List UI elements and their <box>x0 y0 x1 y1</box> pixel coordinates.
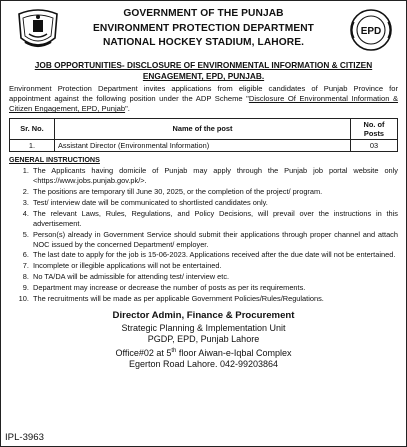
epd-logo-icon <box>348 8 394 52</box>
signatory-title: Director Admin, Finance & Procurement <box>112 310 295 321</box>
signatory-organization: PGDP, EPD, Punjab Lahore <box>147 334 260 345</box>
header <box>9 5 398 59</box>
cell-sr-no: 1. <box>10 140 55 152</box>
scheme-name: Disclosure Of Environmental Information & Citizen Engagement, EPD, Punjab <box>9 94 399 114</box>
header-line-address: NATIONAL HOCKEY STADIUM, LAHORE. <box>102 37 305 48</box>
instruction-item: 1. The Applicants having domicile of Punjab may apply through the Punjab job portal website only <https://www.jobs.punjab.gov.pk/>. <box>31 166 398 186</box>
office-floor-suffix: th <box>171 347 177 354</box>
col-header-post-name: Name of the post <box>55 118 351 139</box>
signatory-office <box>9 346 398 360</box>
intro-paragraph <box>9 84 398 115</box>
instruction-item: 2. The positions are temporary till June 30, 2025, or the completion of the project/ program. <box>31 187 398 197</box>
office-complex: floor Aiwan-e-Iqbal Complex <box>176 347 292 358</box>
table-row <box>10 140 398 152</box>
ipl-number: IPL-3963 <box>5 432 44 443</box>
signatory-address-phone: Egerton Road Lahore. 042-99203864 <box>128 359 279 370</box>
col-header-sr-no: Sr. No. <box>10 118 55 139</box>
col-header-no-of-posts: No. of Posts <box>351 118 398 139</box>
punjab-government-emblem-icon <box>15 8 61 52</box>
instruction-item: 5. Person(s) already in Government Service should submit their applications through proper channel and attach NOC issued by the concerned Department/ employer. <box>31 230 398 250</box>
cell-post-count: 03 <box>351 140 398 152</box>
epd-logo-text: EPD <box>360 26 382 37</box>
intro-end: ". <box>125 104 130 114</box>
instruction-item: 3. Test/ interview date will be communicated to shortlisted candidates only. <box>31 198 398 208</box>
office-text: Office#02 at 5 <box>115 347 172 358</box>
instruction-item: 6. The last date to apply for the job is 15-06-2023. Applications received after the due date will not be entertained. <box>31 250 398 260</box>
posts-table <box>9 118 398 153</box>
instructions-heading: GENERAL INSTRUCTIONS <box>9 155 100 165</box>
intro-text: Environment Protection Department invites applications from eligible candidates of Punjab Province for appointment against the following position under the ADP Scheme " <box>9 84 398 104</box>
table-header-row <box>10 118 398 139</box>
header-line-department: ENVIRONMENT PROTECTION DEPARTMENT <box>92 22 314 34</box>
instructions-list <box>9 166 398 304</box>
signatory-unit: Strategic Planning & Implementation Unit <box>121 322 286 333</box>
instruction-item: 4. The relevant Laws, Rules, Regulations, and Policy Decisions, will prevail over the instructions in this advertisement. <box>31 209 398 229</box>
instruction-item: 8. No TA/DA will be admissible for attending test/ interview etc. <box>31 272 398 282</box>
instruction-item: 9. Department may increase or decrease the number of posts as per its requirements. <box>31 283 398 293</box>
instruction-item: 7. Incomplete or illegible applications will not be entertained. <box>31 261 398 271</box>
instruction-item: 10. The recruitments will be made as per applicable Government Policies/Rules/Regulations. <box>31 294 398 304</box>
cell-post-name: Assistant Director (Environmental Information) <box>55 140 351 152</box>
job-title: JOB OPPORTUNITIES- DISCLOSURE OF ENVIRONMENTAL INFORMATION & CITIZEN ENGAGEMENT, EPD, PUNJAB. <box>34 60 373 81</box>
signature-block <box>9 310 398 371</box>
header-line-government: GOVERNMENT OF THE PUNJAB <box>123 8 284 19</box>
